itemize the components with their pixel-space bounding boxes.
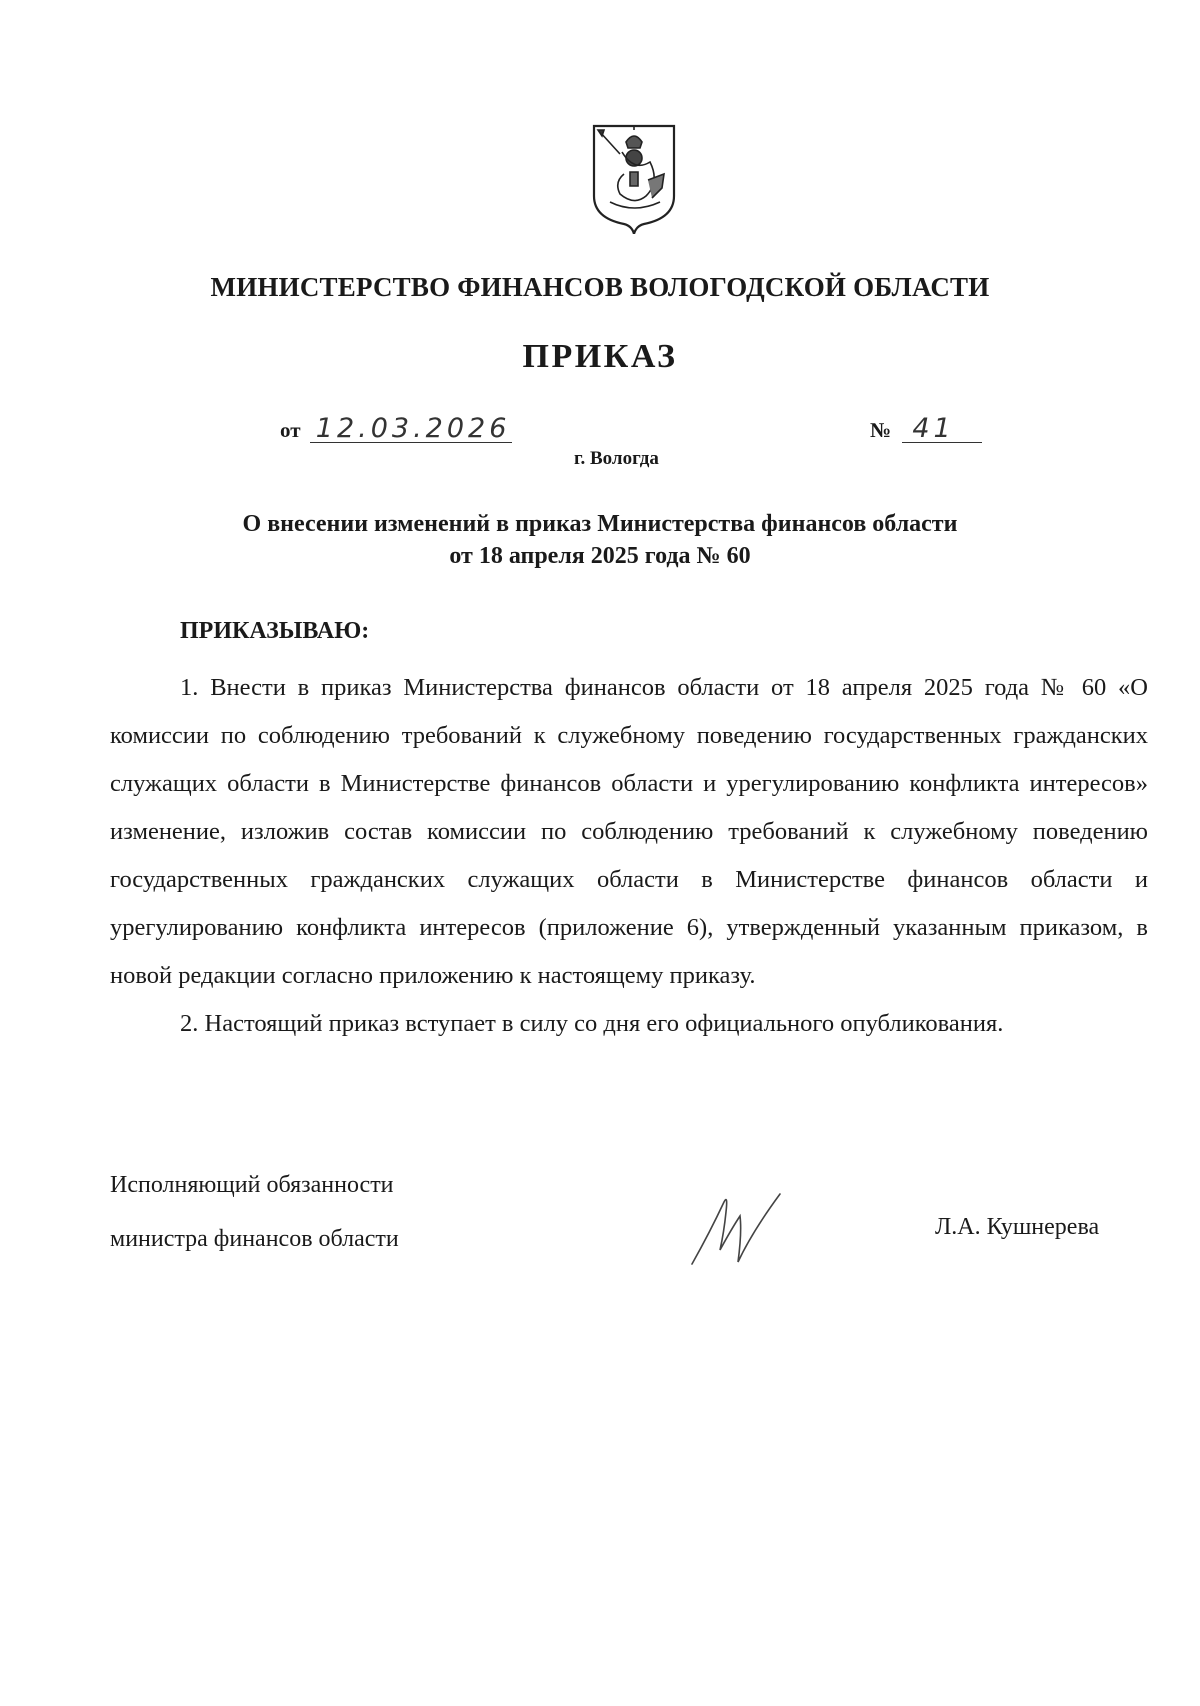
paragraph-2: 2. Настоящий приказ вступает в силу со дня его официального опубликования. <box>180 1010 1004 1037</box>
order-body <box>110 664 1148 1048</box>
order-number <box>870 413 982 444</box>
paragraph-1: 1. Внести в приказ Министерства финансов области от 18 апреля 2025 года № 60 «О комиссии по соблюдению требований к служебному поведению государственных гражданских служащих области в Министерстве финансов области и урегулированию конфликта интересов» изменение, изложив состав комиссии по соблюдению требований к служебному поведению государственных гражданских служащих области в Министерстве финансов области и урегулированию конфликта интересов (приложение 6), утвержденный указанным приказом, в новой редакции согласно приложению к настоящему приказу. <box>110 674 1148 989</box>
number-prefix: № <box>870 418 892 442</box>
date-prefix: от <box>280 418 301 442</box>
signatory-title <box>110 1158 399 1266</box>
order-subject <box>150 508 1050 572</box>
subject-line-1: О внесении изменений в приказ Министерства финансов области <box>242 511 958 537</box>
order-date <box>280 413 512 444</box>
date-value: 12.03.2026 <box>310 416 513 443</box>
signatory-title-line-1: Исполняющий обязанности <box>110 1172 394 1198</box>
signatory-name: Л.А. Кушнерева <box>935 1214 1100 1240</box>
handwritten-signature <box>680 1172 790 1272</box>
ministry-title: МИНИСТЕРСТВО ФИНАНСОВ ВОЛОГОДСКОЙ ОБЛАСТИ <box>210 272 990 302</box>
document-type: ПРИКАЗ <box>522 338 678 375</box>
signatory-title-line-2: министра финансов области <box>110 1226 399 1252</box>
coat-of-arms-icon <box>590 122 678 234</box>
city: г. Вологда <box>574 448 659 469</box>
order-directive: ПРИКАЗЫВАЮ: <box>180 618 370 644</box>
subject-line-2: от 18 апреля 2025 года № 60 <box>449 543 751 569</box>
number-value: 41 <box>902 416 982 443</box>
